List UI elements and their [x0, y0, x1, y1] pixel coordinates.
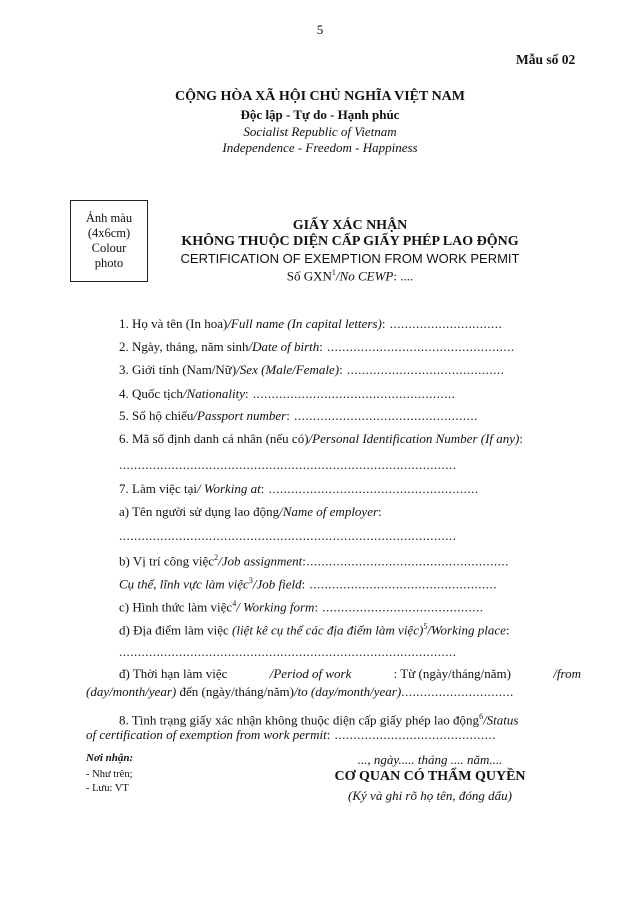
recipient-item-1: - Như trên;: [86, 769, 133, 780]
fill-dots: : .................................................: [286, 408, 478, 423]
field-label-en: /Personal Identification Number (If any): [308, 431, 520, 446]
field-label: 8. Tình trạng giấy xác nhận không thuộc diện cấp giấy phép lao động: [119, 712, 480, 728]
title-line-1: GIẤY XÁC NHẬN: [292, 218, 408, 233]
photo-label-3: Colour: [91, 241, 127, 255]
field-label-en: /Status: [483, 712, 519, 728]
signature-note: (Ký và ghi rõ họ tên, đóng dấu): [348, 788, 512, 803]
fill-dots: : ..................................................: [301, 576, 497, 592]
national-motto-en: Independence - Freedom - Happiness: [222, 140, 418, 155]
fill-dots: :......................................................: [302, 553, 509, 569]
field-passport-number: [119, 408, 478, 424]
field-working-form: [119, 596, 484, 615]
field-colon: :: [505, 622, 510, 638]
footnote-mark: 5: [423, 622, 428, 631]
field-label-to: đến (ngày/tháng/năm): [176, 684, 294, 699]
field-period-of-work: [119, 666, 581, 682]
national-motto: Độc lập - Tự do - Hạnh phúc: [240, 107, 400, 122]
field-full-name: [119, 316, 502, 332]
fill-dots: : ...........................................: [314, 599, 484, 615]
cert-number-tail: : ....: [393, 268, 414, 284]
recipients-label: Nơi nhận:: [86, 752, 134, 764]
country-name-en: Socialist Republic of Vietnam: [243, 124, 397, 139]
field-date-of-birth: [119, 339, 515, 355]
field-label: 3. Giới tính (Nam/Nữ): [119, 362, 237, 377]
fill-dots: : ...........................................: [326, 727, 496, 742]
field-working-place: [119, 619, 510, 638]
field-label: đ) Thời hạn làm việc: [119, 666, 228, 681]
fill-dots-line: ..........................................................................................: [119, 457, 457, 472]
cert-number-prefix: Số GXN: [286, 268, 332, 284]
photo-label-4: photo: [94, 256, 124, 270]
field-label: 1. Họ và tên (In hoa): [119, 316, 228, 331]
cert-number-footnote: 1: [331, 268, 336, 277]
field-label: 2. Ngày, tháng, năm sinh: [119, 339, 249, 354]
field-note: (liệt kê cụ thể các địa điểm làm việc): [232, 622, 424, 638]
field-certificate-status-line2: [86, 727, 496, 743]
field-certificate-status: [119, 709, 518, 728]
certificate-number: [160, 268, 540, 284]
field-label-to-en: /to (day/month/year): [293, 684, 402, 699]
field-job-field: [119, 573, 497, 592]
field-label-en: /Passport number: [193, 408, 287, 423]
field-label: 5. Số hộ chiếu: [119, 408, 194, 423]
photo-label-2: (4x6cm): [87, 226, 131, 240]
field-label-en: /Nationality: [182, 386, 246, 401]
field-colon: :: [519, 431, 524, 446]
photo-placeholder: [70, 200, 148, 282]
fill-dots-line: ..........................................................................................: [119, 528, 457, 543]
field-label: c) Hình thức làm việc: [119, 599, 233, 615]
field-employer-name: [119, 504, 382, 520]
signature-date: ..., ngày..... tháng .... năm....: [357, 752, 503, 767]
field-label-en: /Job field: [252, 576, 302, 592]
field-label-en: /Period of work: [269, 666, 352, 681]
field-label: 7. Làm việc tại: [119, 481, 197, 496]
field-sex: [119, 362, 504, 378]
footnote-mark: 3: [248, 576, 253, 585]
title-line-2: KHÔNG THUỘC DIỆN CẤP GIẤY PHÉP LAO ĐỘNG: [181, 234, 519, 249]
recipient-item-2: - Lưu: VT: [86, 783, 129, 794]
footnote-mark: 2: [214, 553, 219, 562]
field-nationality: [119, 386, 455, 402]
field-label-en: /Full name (In capital letters): [227, 316, 382, 331]
form-code: Mẫu số 02: [516, 52, 576, 67]
field-label: b) Vị trí công việc: [119, 553, 215, 569]
field-label-en: /Job assignment: [218, 553, 303, 569]
footnote-mark: 6: [479, 712, 484, 721]
fill-dots: : ......................................................: [245, 386, 456, 401]
field-label: d) Địa điểm làm việc: [119, 622, 232, 638]
field-label-en: /Date of birth: [248, 339, 320, 354]
field-label-from: : Từ (ngày/tháng/năm): [393, 666, 511, 681]
field-period-of-work-line2: [86, 684, 514, 700]
country-name: CỘNG HÒA XÃ HỘI CHỦ NGHĨA VIỆT NAM: [174, 89, 465, 104]
field-label: a) Tên người sử dụng lao động: [119, 504, 280, 519]
field-label-en: / Working at: [196, 481, 261, 496]
field-colon: :: [378, 504, 382, 519]
field-label-en: (day/month/year): [86, 684, 177, 699]
title-line-3: CERTIFICATION OF EXEMPTION FROM WORK PERMIT: [180, 251, 520, 266]
field-label-from-en: /from: [553, 666, 581, 681]
field-label-en: / Working form: [236, 599, 315, 615]
field-label-en: /Name of employer: [279, 504, 379, 519]
fill-dots: : ..............................: [381, 316, 503, 331]
competent-authority: CƠ QUAN CÓ THẨM QUYỀN: [334, 769, 526, 784]
fill-dots-line: ..........................................................................................: [119, 644, 457, 659]
fill-dots: ..............................: [401, 684, 514, 699]
page-number: 5: [316, 22, 324, 37]
field-label: Cụ thể, lĩnh vực làm việc: [119, 576, 249, 592]
field-label-en: /Sex (Male/Female): [236, 362, 340, 377]
field-label-en: /Working place: [427, 622, 506, 638]
field-label-en: of certification of exemption from work permit: [86, 727, 327, 742]
field-personal-id: [119, 431, 523, 447]
cert-number-en: /No CEWP: [335, 268, 394, 284]
field-label: 4. Quốc tịch: [119, 386, 183, 401]
fill-dots: : ..................................................: [319, 339, 515, 354]
field-job-assignment: [119, 550, 509, 569]
fill-dots: : ..........................................: [339, 362, 505, 377]
fill-dots: : ........................................................: [260, 481, 479, 496]
field-working-at: [119, 481, 479, 497]
footnote-mark: 4: [232, 599, 237, 608]
field-label: 6. Mã số định danh cá nhân (nếu có): [119, 431, 309, 446]
photo-label-1: Ảnh màu: [85, 211, 133, 225]
